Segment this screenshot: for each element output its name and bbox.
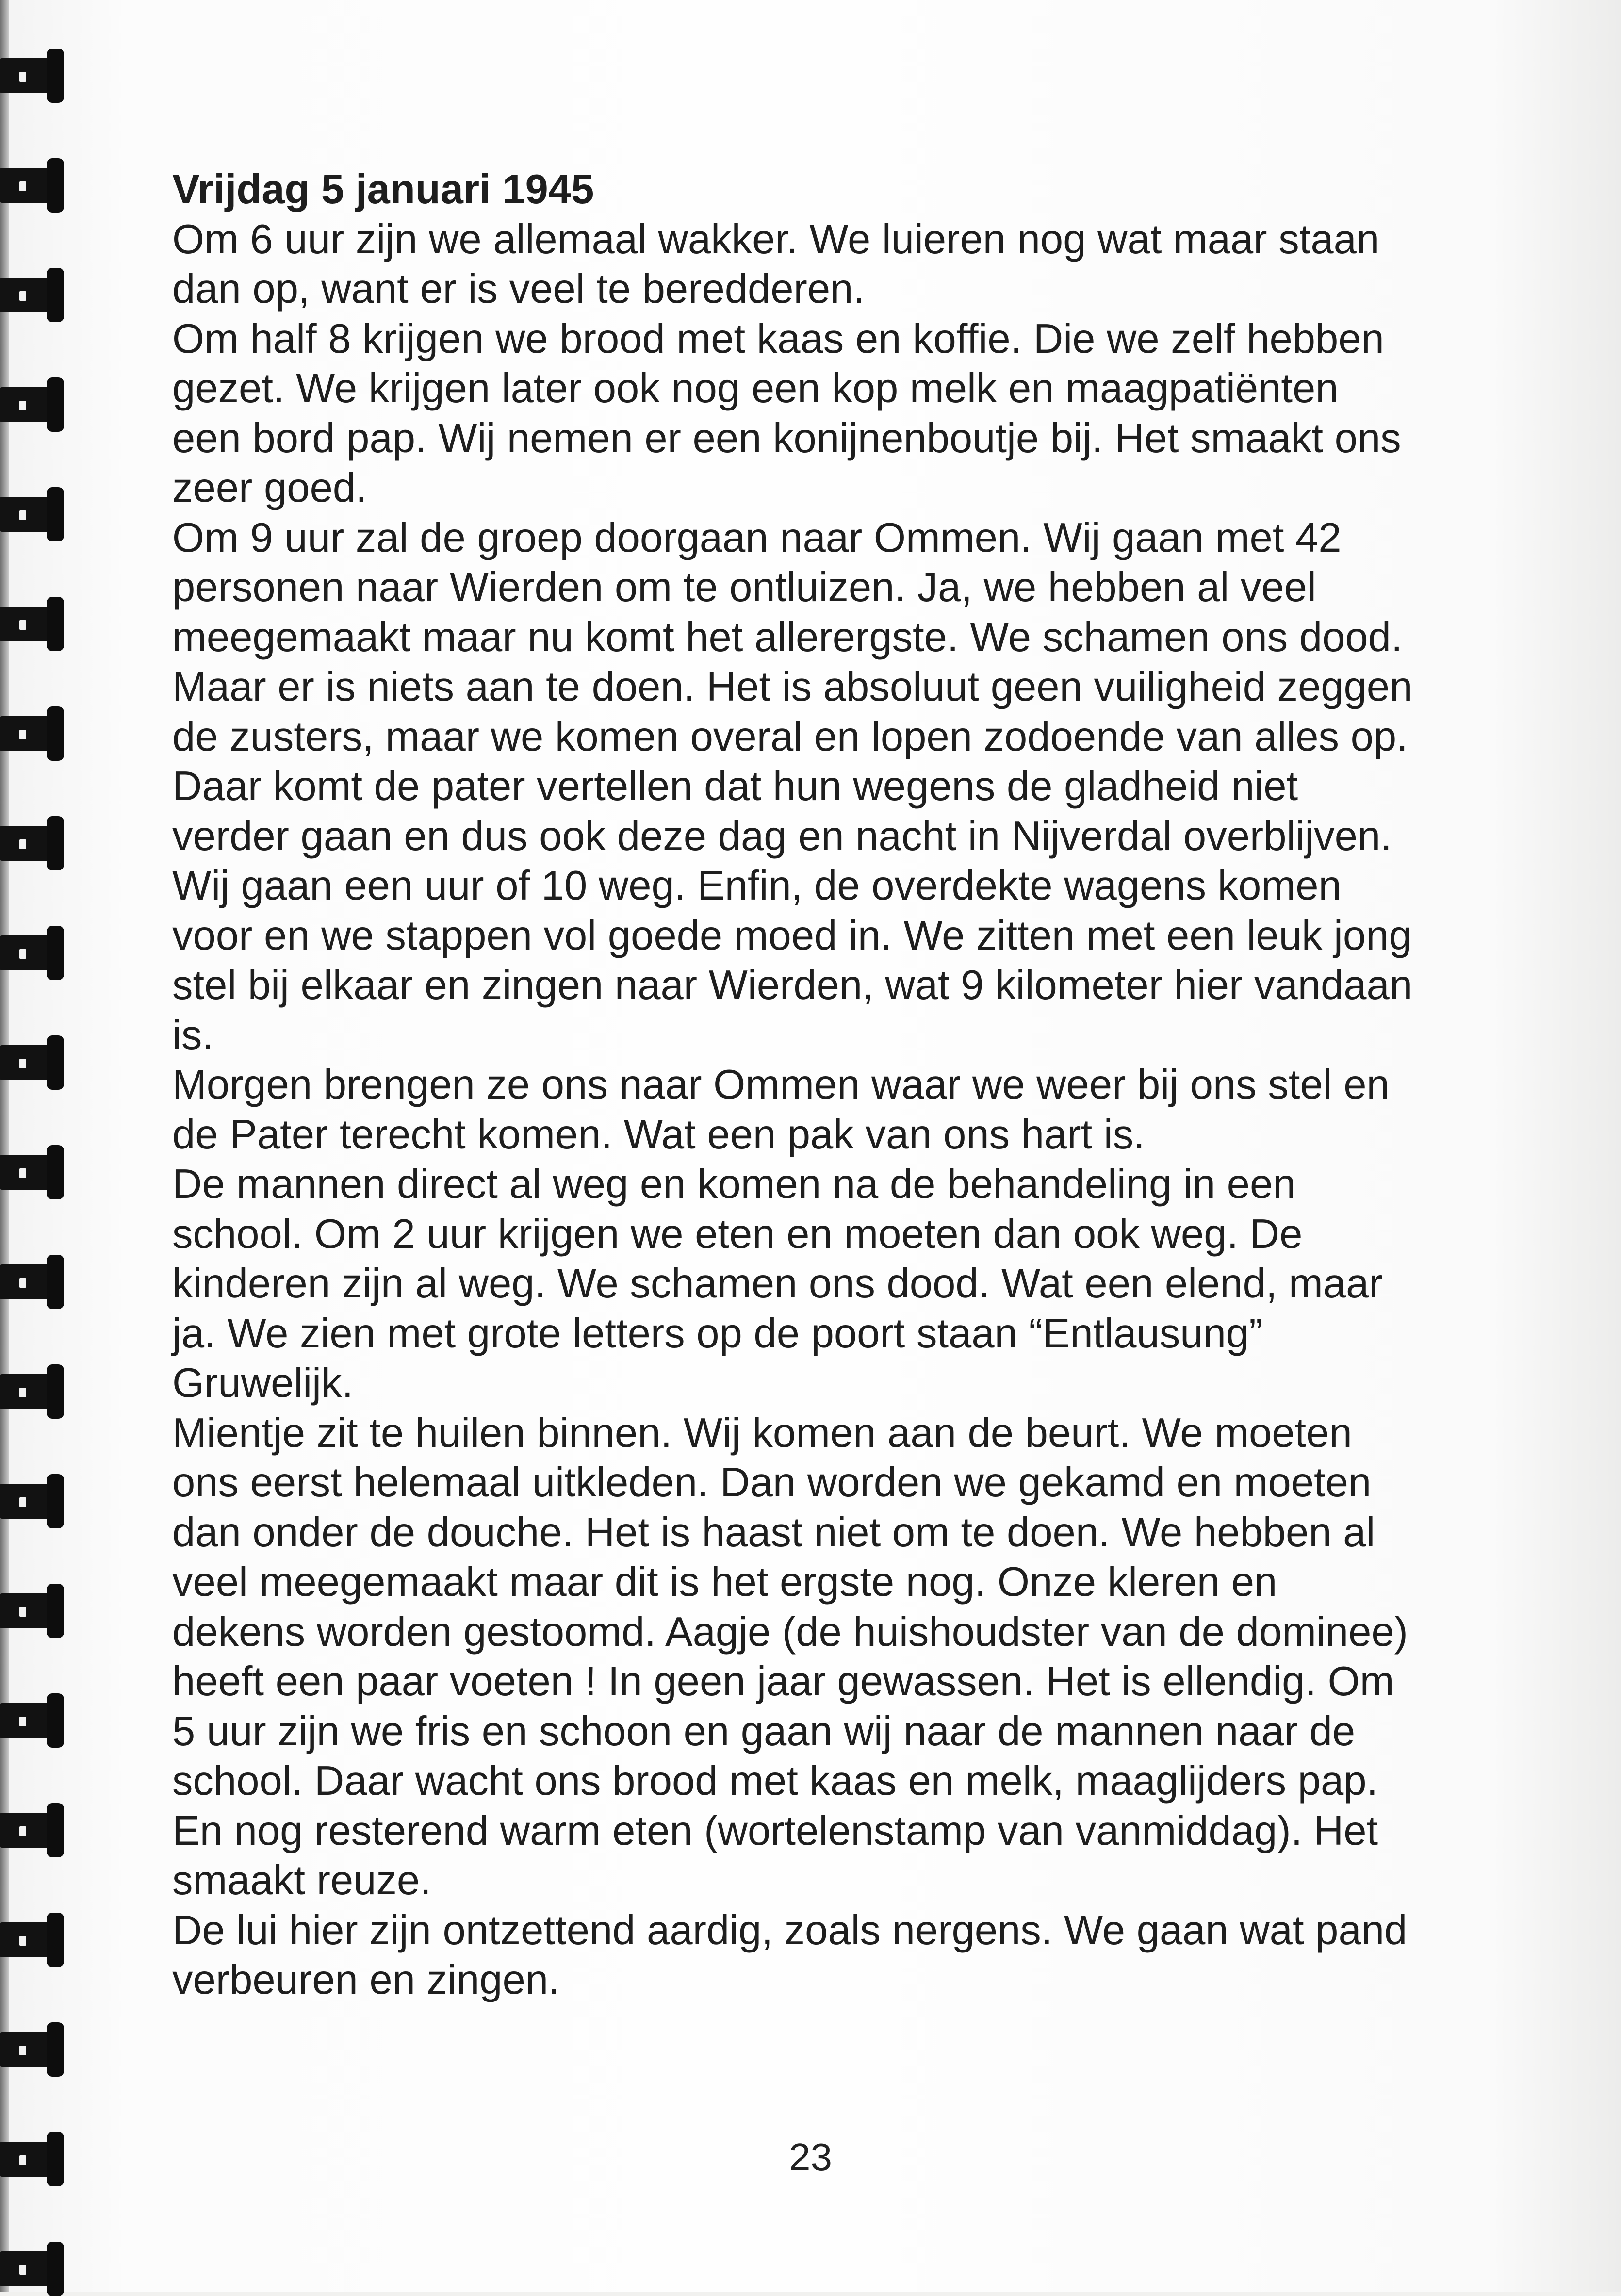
entry-line: heeft een paar voeten ! In geen jaar gewassen. Het is ellendig. Om <box>172 1658 1394 1705</box>
entry-line: 5 uur zijn we fris en schoon en gaan wij naar de mannen naar de <box>172 1708 1356 1755</box>
entry-line: meegemaakt maar nu komt het allerergste. We schamen ons dood. <box>172 614 1403 660</box>
binding-ring <box>0 816 68 870</box>
binding-ring <box>0 158 68 213</box>
binding-ring <box>0 487 68 541</box>
entry-line: Om 9 uur zal de groep doorgaan naar Ommen. Wij gaan met 42 <box>172 514 1342 561</box>
binding-ring <box>0 2242 68 2296</box>
entry-line: Gruwelijk. <box>172 1360 354 1406</box>
spiral-binding <box>0 0 73 2292</box>
entry-line: stel bij elkaar en zingen naar Wierden, wat 9 kilometer hier vandaan <box>172 962 1413 1008</box>
entry-line: een bord pap. Wij nemen er een konijnenboutje bij. Het smaakt ons <box>172 415 1401 461</box>
binding-ring <box>0 268 68 322</box>
binding-ring <box>0 1035 68 1090</box>
entry-line: kinderen zijn al weg. We schamen ons dood. Wat een elend, maar <box>172 1261 1383 1307</box>
binding-ring <box>0 2022 68 2077</box>
binding-ring <box>0 706 68 761</box>
binding-ring <box>0 49 68 103</box>
entry-line: gezet. We krijgen later ook nog een kop melk en maagpatiënten <box>172 365 1339 411</box>
entry-line: school. Daar wacht ons brood met kaas en melk, maaglijders pap. <box>172 1758 1378 1804</box>
entry-line: dan op, want er is veel te beredderen. <box>172 266 865 312</box>
binding-ring <box>0 1803 68 1857</box>
binding-ring <box>0 926 68 980</box>
binding-ring <box>0 1693 68 1748</box>
entry-line: Mientje zit te huilen binnen. Wij komen aan de beurt. We moeten <box>172 1410 1352 1456</box>
entry-line: de Pater terecht komen. Wat een pak van ons hart is. <box>172 1111 1145 1158</box>
binding-ring <box>0 1364 68 1419</box>
entry-line: Daar komt de pater vertellen dat hun wegens de gladheid niet <box>172 763 1298 809</box>
binding-ring <box>0 1474 68 1528</box>
binding-ring <box>0 377 68 432</box>
entry-line: personen naar Wierden om te ontluizen. Ja, we hebben al veel <box>172 564 1316 610</box>
entry-line: Om half 8 krijgen we brood met kaas en koffie. Die we zelf hebben <box>172 315 1384 362</box>
entry-line: school. Om 2 uur krijgen we eten en moeten dan ook weg. De <box>172 1211 1303 1257</box>
diary-entry <box>172 165 1492 2005</box>
entry-line: De mannen direct al weg en komen na de behandeling in een <box>172 1161 1296 1207</box>
entry-line: Maar er is niets aan te doen. Het is absoluut geen vuiligheid zeggen <box>172 664 1413 710</box>
entry-line: En nog resterend warm eten (wortelenstamp van vanmiddag). Het <box>172 1807 1378 1854</box>
binding-ring <box>0 1913 68 1967</box>
entry-date-heading: Vrijdag 5 januari 1945 <box>172 166 594 213</box>
page-number: 23 <box>789 2135 832 2179</box>
binding-ring <box>0 1584 68 1638</box>
entry-line: veel meegemaakt maar dit is het ergste nog. Onze kleren en <box>172 1559 1277 1605</box>
entry-line: Morgen brengen ze ons naar Ommen waar we weer bij ons stel en <box>172 1062 1390 1108</box>
entry-line: zeer goed. <box>172 465 367 511</box>
binding-ring <box>0 1255 68 1309</box>
entry-line: verder gaan en dus ook deze dag en nacht in Nijverdal overblijven. <box>172 813 1392 859</box>
entry-line: de zusters, maar we komen overal en lopen zodoende van alles op. <box>172 713 1408 760</box>
entry-line: is. <box>172 1012 213 1058</box>
entry-line: De lui hier zijn ontzettend aardig, zoals nergens. We gaan wat pand <box>172 1907 1408 1953</box>
entry-line: dekens worden gestoomd. Aagje (de huishoudster van de dominee) <box>172 1608 1408 1655</box>
entry-line: dan onder de douche. Het is haast niet om te doen. We hebben al <box>172 1509 1375 1556</box>
entry-line: voor en we stappen vol goede moed in. We zitten met een leuk jong <box>172 912 1412 959</box>
binding-ring <box>0 1145 68 1199</box>
entry-line: Om 6 uur zijn we allemaal wakker. We luieren nog wat maar staan <box>172 216 1380 262</box>
entry-line: smaakt reuze. <box>172 1857 431 1903</box>
entry-line: ons eerst helemaal uitkleden. Dan worden we gekamd en moeten <box>172 1460 1372 1506</box>
entry-line: ja. We zien met grote letters op de poort staan “Entlausung” <box>172 1310 1263 1357</box>
binding-ring <box>0 597 68 651</box>
entry-line: verbeuren en zingen. <box>172 1957 560 2003</box>
entry-line: Wij gaan een uur of 10 weg. Enfin, de overdekte wagens komen <box>172 863 1342 909</box>
